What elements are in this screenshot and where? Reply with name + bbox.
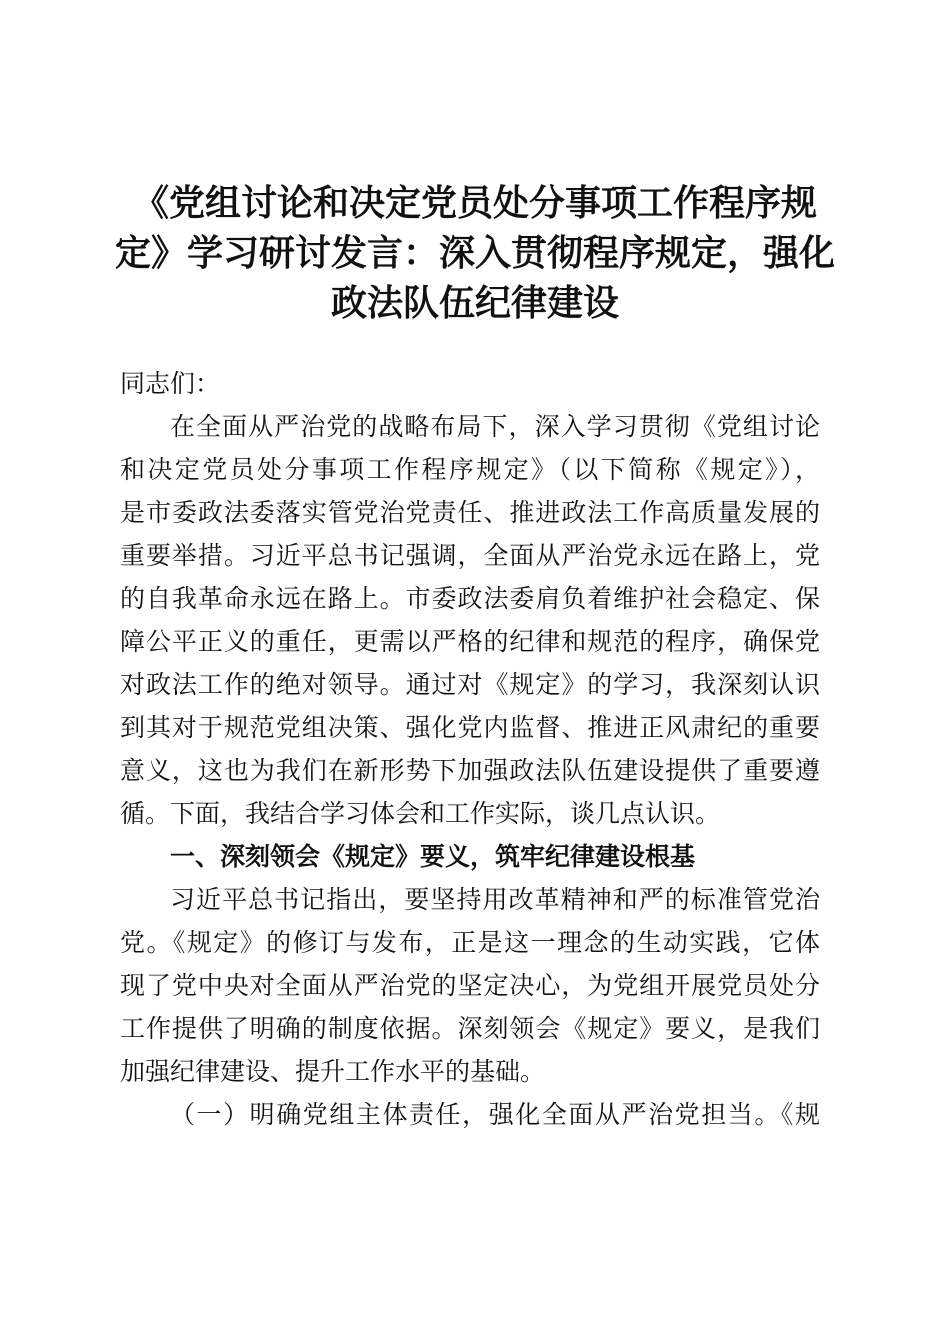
paragraph-line: 对政法工作的绝对领导。通过对《规定》的学习，我深刻认识: [120, 670, 820, 699]
paragraph-line: 工作提供了明确的制度依据。深刻领会《规定》要义，是我们: [120, 1014, 820, 1043]
subsection-heading-line: （一）明确党组主体责任，强化全面从严治党担当。《规: [170, 1100, 820, 1129]
paragraph-line: 加强纪律建设、提升工作水平的基础。: [120, 1057, 546, 1086]
document-title: [100, 178, 850, 328]
paragraph-line: 到其对于规范党组决策、强化党内监督、推进正风肃纪的重要: [120, 713, 820, 742]
paragraph-line: 循。下面，我结合学习体会和工作实际，谈几点认识。: [120, 799, 721, 828]
title-line: 政法队伍纪律建设: [330, 282, 619, 324]
paragraph-line: 的自我革命永远在路上。市委政法委肩负着维护社会稳定、保: [120, 584, 820, 613]
paragraph-line: 党。《规定》的修订与发布，正是这一理念的生动实践，它体: [120, 928, 820, 957]
paragraph-line: 障公平正义的重任，更需以严格的纪律和规范的程序，确保党: [120, 627, 820, 656]
paragraph-line: 意义，这也为我们在新形势下加强政法队伍建设提供了重要遵: [120, 756, 820, 785]
paragraph-line: 现了党中央对全面从严治党的坚定决心，为党组开展党员处分: [120, 971, 820, 1000]
paragraph-section-one: [120, 878, 820, 1093]
title-line: 定》学习研讨发言：深入贯彻程序规定，强化: [114, 232, 835, 274]
salutation: 同志们：: [120, 369, 221, 398]
paragraph-intro: [120, 405, 820, 835]
paragraph-subsection-one: [120, 1093, 820, 1136]
document-body: [120, 362, 820, 1136]
paragraph-line: 重要举措。习近平总书记强调，全面从严治党永远在路上，党: [120, 541, 820, 570]
paragraph-line: 在全面从严治党的战略布局下，深入学习贯彻《党组讨论: [170, 412, 820, 441]
paragraph-line: 和决定党员处分事项工作程序规定》（以下简称《规定》），: [120, 455, 820, 484]
paragraph-line: 习近平总书记指出，要坚持用改革精神和严的标准管党治: [170, 885, 820, 914]
section-heading: 一、深刻领会《规定》要义，筑牢纪律建设根基: [170, 842, 696, 871]
title-line: 《党组讨论和决定党员处分事项工作程序规: [132, 182, 817, 224]
paragraph-line: 是市委政法委落实管党治党责任、推进政法工作高质量发展的: [120, 498, 820, 527]
